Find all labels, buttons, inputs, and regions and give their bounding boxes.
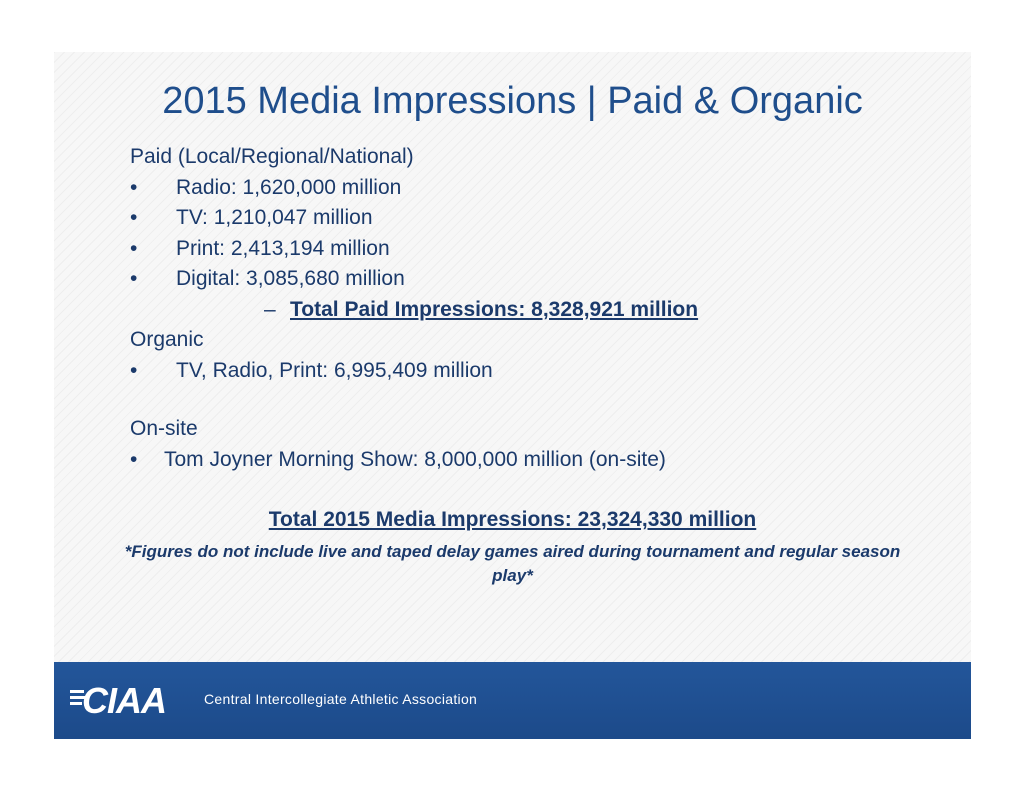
grand-total: Total 2015 Media Impressions: 23,324,330 million — [268, 508, 757, 531]
bullet: • — [130, 358, 138, 382]
list-item — [130, 173, 950, 204]
onsite-heading: On-site — [130, 417, 198, 440]
footer-bar — [54, 662, 971, 739]
footnote: *Figures do not include live and taped delay games aired during tournament and regular season play* — [124, 542, 901, 585]
bullet: • — [130, 447, 138, 471]
paid-total-line — [130, 295, 950, 326]
paid-total: Total Paid Impressions: 8,328,921 million — [290, 297, 699, 321]
spacer — [130, 386, 950, 414]
bullet: • — [130, 175, 138, 199]
dash: – — [264, 297, 276, 321]
slide-body — [130, 142, 950, 475]
list-item — [130, 264, 950, 295]
list-item — [130, 203, 950, 234]
ciaa-logo: CIAA — [82, 680, 166, 721]
slide — [54, 52, 971, 739]
paid-item-print: Print: 2,413,194 million — [176, 236, 390, 260]
paid-item-digital: Digital: 3,085,680 million — [176, 267, 405, 290]
organic-heading: Organic — [130, 328, 204, 351]
list-item — [130, 356, 950, 387]
bullet: • — [130, 236, 138, 260]
organic-item: TV, Radio, Print: 6,995,409 million — [176, 358, 493, 382]
bullet: • — [130, 206, 138, 229]
list-item — [130, 445, 950, 476]
slide-title: 2015 Media Impressions | Paid & Organic — [162, 80, 863, 122]
onsite-item: Tom Joyner Morning Show: 8,000,000 million (on-site) — [164, 447, 666, 471]
paid-item-tv: TV: 1,210,047 million — [176, 206, 373, 229]
paid-heading: Paid (Local/Regional/National) — [130, 145, 414, 168]
bullet: • — [130, 267, 138, 290]
list-item — [130, 234, 950, 265]
paid-item-radio: Radio: 1,620,000 million — [176, 175, 402, 199]
org-name: Central Intercollegiate Athletic Association — [204, 691, 478, 707]
